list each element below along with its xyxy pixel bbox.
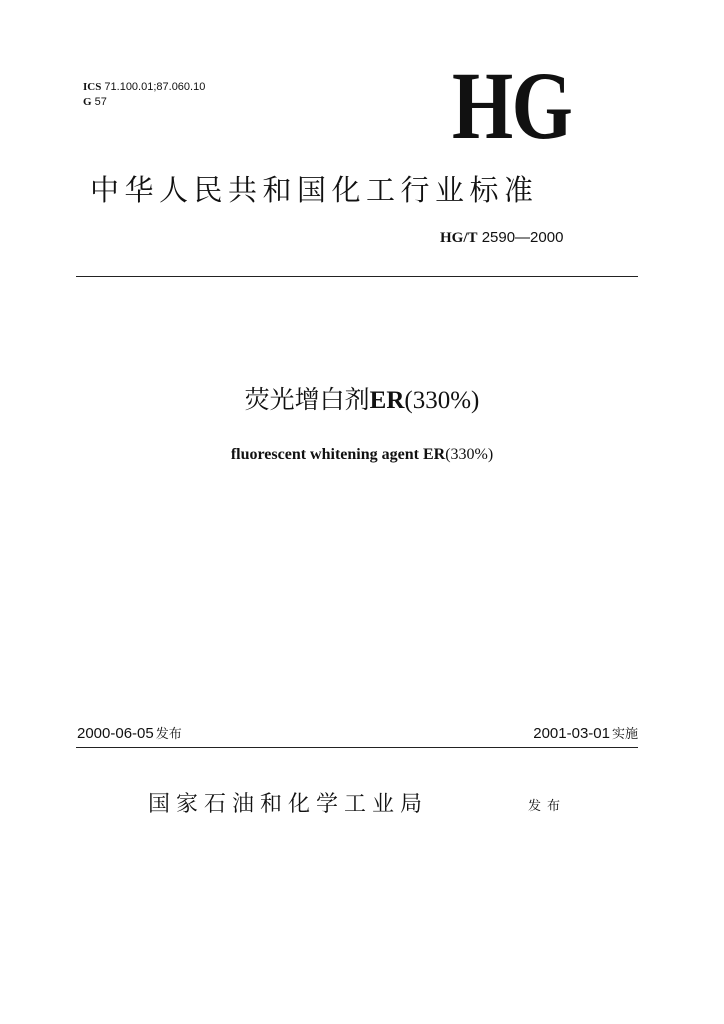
top-divider bbox=[76, 276, 638, 277]
implement-date bbox=[533, 724, 638, 745]
ics-label: ICS bbox=[83, 81, 102, 93]
standard-number bbox=[440, 229, 563, 247]
publish-label: 发布 bbox=[155, 727, 182, 742]
class-code: 57 bbox=[94, 96, 107, 108]
standard-number-prefix: HG/T bbox=[440, 230, 478, 246]
issuer-name: 国家石油和化学工业局 bbox=[148, 792, 429, 817]
product-name-en: fluorescent whitening agent ER bbox=[230, 446, 446, 463]
product-title-en bbox=[0, 444, 724, 466]
publish-date-value: 2000-06-05 bbox=[77, 725, 154, 742]
product-title-cn bbox=[0, 384, 724, 417]
ics-line bbox=[83, 80, 205, 95]
class-label: G bbox=[83, 96, 92, 108]
issuer-suffix: 发布 bbox=[528, 799, 567, 814]
product-spec: (330%) bbox=[404, 387, 480, 414]
implement-label: 实施 bbox=[611, 727, 638, 742]
product-name-cn: 荧光增白剂 bbox=[244, 385, 370, 414]
hg-logo: HG bbox=[452, 52, 572, 159]
implement-date-value: 2001-03-01 bbox=[533, 725, 610, 742]
standard-title: 中华人民共和国化工行业标准 bbox=[90, 173, 539, 207]
class-line bbox=[83, 95, 205, 110]
ics-classification bbox=[83, 80, 205, 110]
bottom-divider bbox=[76, 747, 638, 748]
publish-date bbox=[77, 724, 182, 745]
product-code: ER bbox=[369, 387, 405, 414]
ics-code: 71.100.01;87.060.10 bbox=[104, 81, 206, 93]
standard-number-value: 2590—2000 bbox=[481, 229, 564, 246]
product-spec-en: (330%) bbox=[445, 446, 494, 463]
